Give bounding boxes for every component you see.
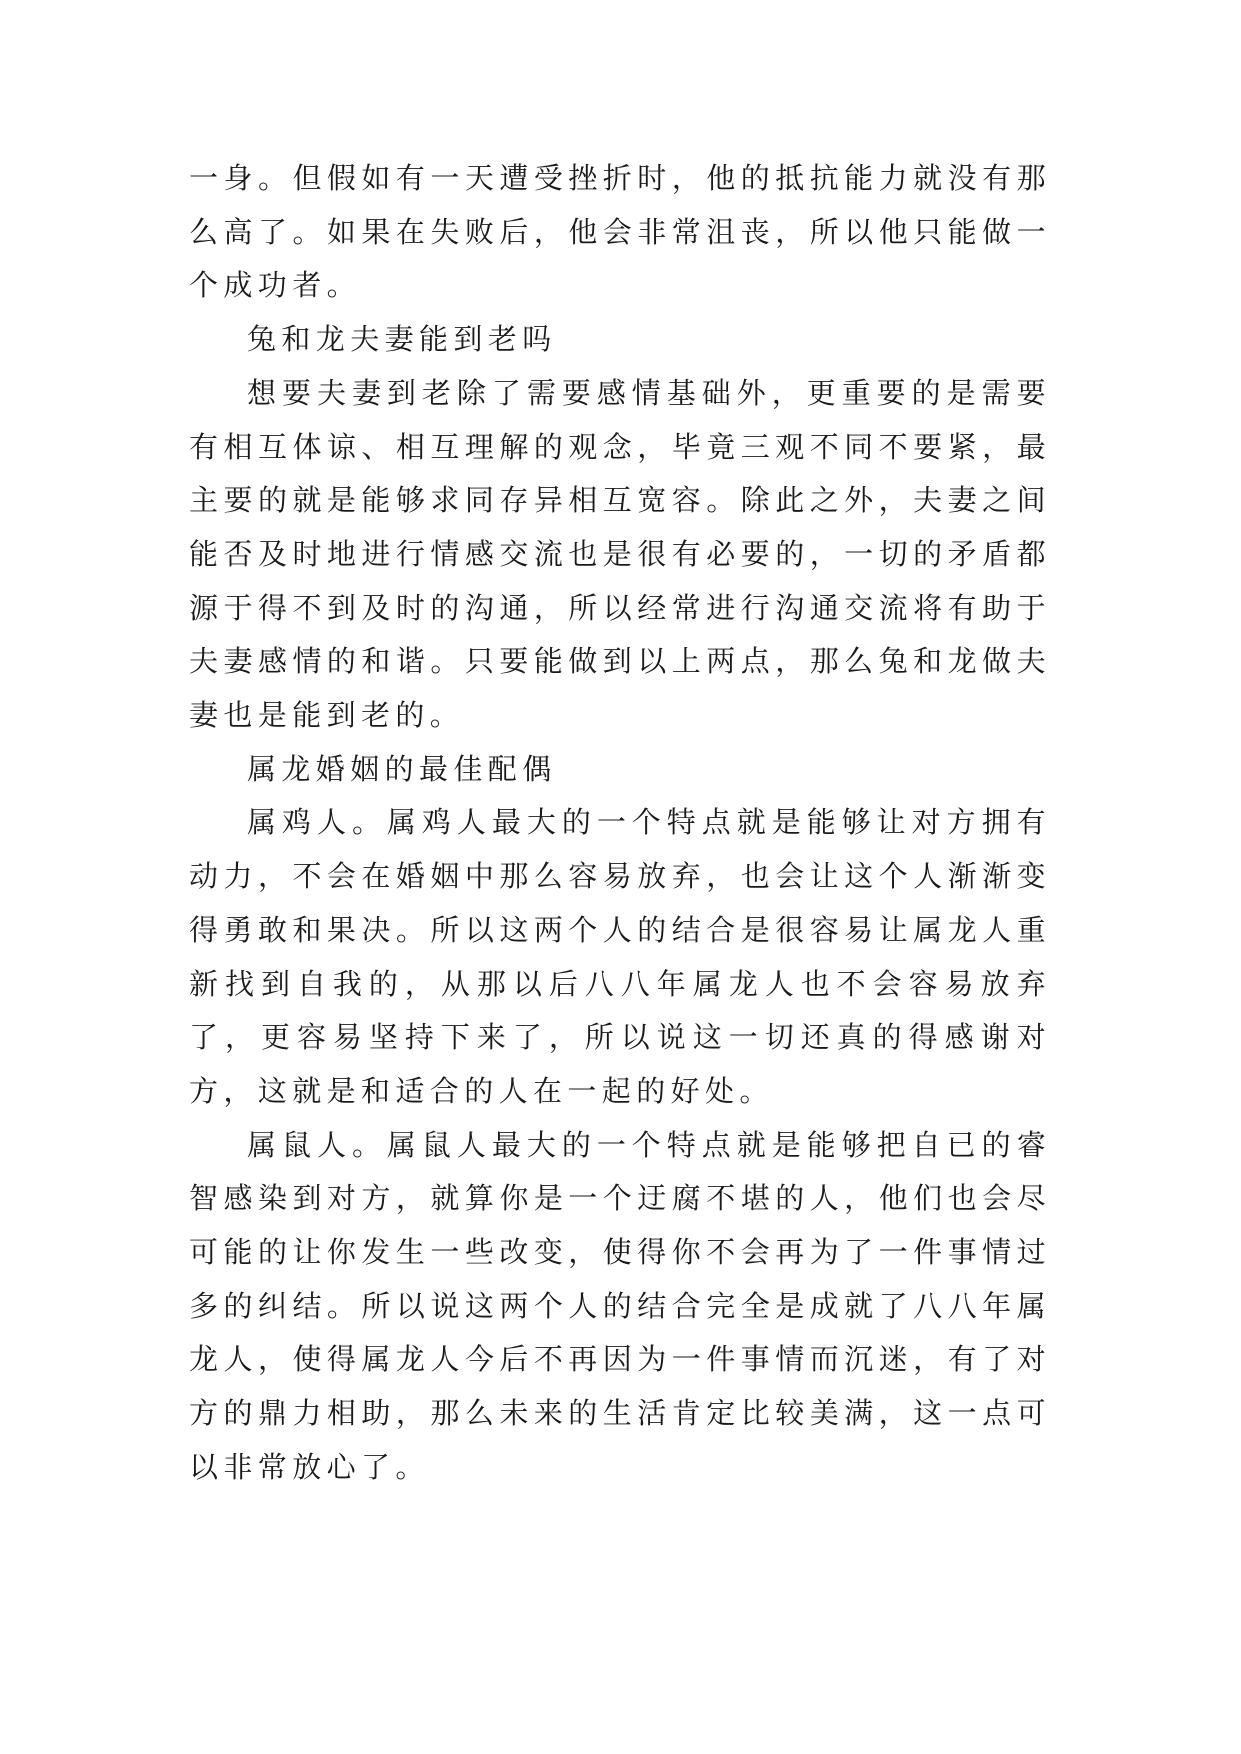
paragraph-continued: 一身。但假如有一天遭受挫折时，他的抵抗能力就没有那么高了。如果在失败后，他会非常沮丧，所以他只能做一个成功者。 [189,161,1051,303]
paragraph-rat: 属鼠人。属鼠人最大的一个特点就是能够把自已的睿智感染到对方，就算你是一个迂腐不堪的人，他们也会尽可能的让你发生一些改变，使得你不会再为了一件事情过多的纠结。所以说这两个人的结合完全是成就了八八年属龙人，使得属龙人今后不再因为一件事情而沉迷，有了对方的鼎力相助，那么未来的生活肯定比较美满，这一点可以非常放心了。 [189,1127,1051,1484]
paragraph-rooster: 属鸡人。属鸡人最大的一个特点就是能够让对方拥有动力，不会在婚姻中那么容易放弃，也会让这个人渐渐变得勇敢和果决。所以这两个人的结合是很容易让属龙人重新找到自我的，从那以后八八年属龙人也不会容易放弃了，更容易坚持下来了，所以说这一切还真的得感谢对方，这就是和适合的人在一起的好处。 [189,805,1051,1108]
section-heading-best-spouse: 属龙婚姻的最佳配偶 [247,751,557,786]
section-heading-rabbit-dragon: 兔和龙夫妻能到老吗 [247,322,557,357]
document-body [189,152,1051,1495]
paragraph-marriage-advice: 想要夫妻到老除了需要感情基础外，更重要的是需要有相互体谅、相互理解的观念，毕竟三观不同不要紧，最主要的就是能够求同存异相互宽容。除此之外，夫妻之间能否及时地进行情感交流也是很有必要的，一切的矛盾都源于得不到及时的沟通，所以经常进行沟通交流将有助于夫妻感情的和谐。只要能做到以上两点，那么兔和龙做夫妻也是能到老的。 [189,375,1051,733]
